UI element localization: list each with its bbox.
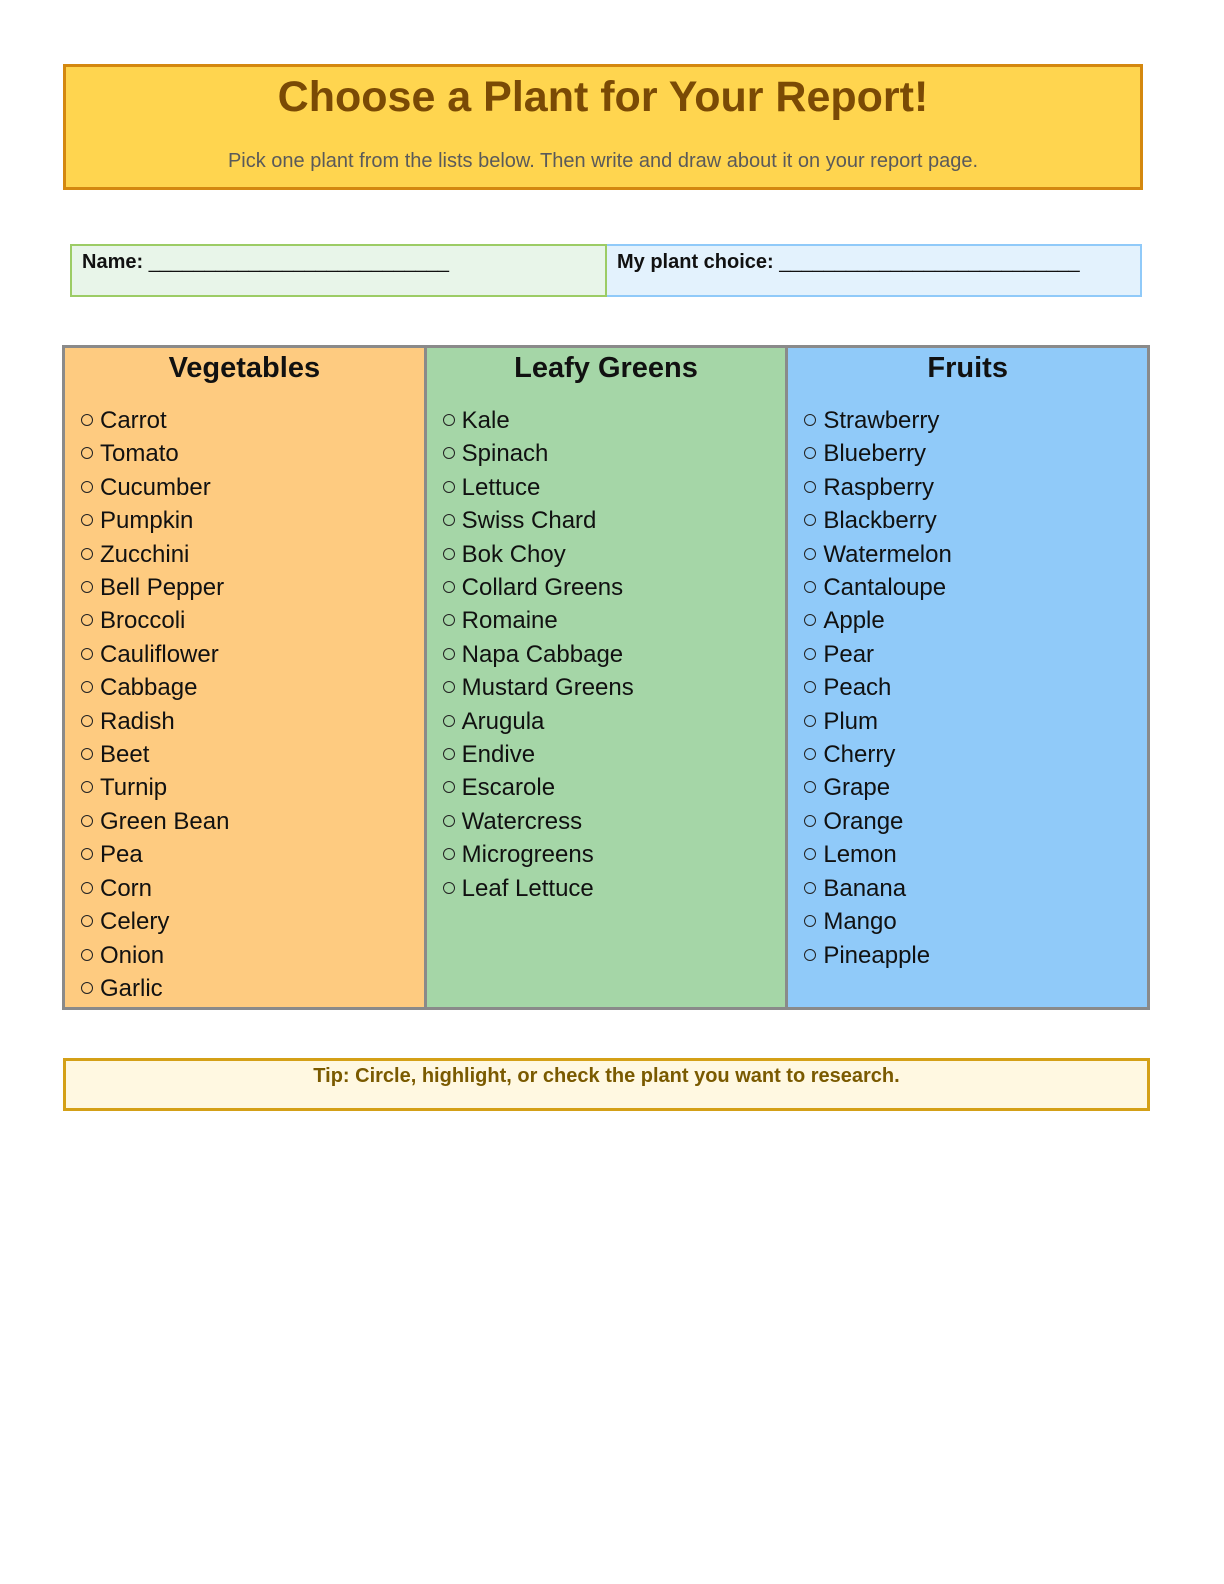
plant-option[interactable] <box>443 538 770 571</box>
plant-option-label: Arugula <box>461 707 545 735</box>
circle-bullet-icon[interactable] <box>804 447 816 459</box>
plant-option[interactable] <box>804 604 1131 637</box>
plant-option-label: Blackberry <box>823 507 937 535</box>
plant-option[interactable] <box>81 972 408 1005</box>
plant-option-label: Green Bean <box>100 807 230 835</box>
plant-option-label: Napa Cabbage <box>461 640 624 668</box>
circle-bullet-icon[interactable] <box>804 715 816 727</box>
plant-option[interactable] <box>81 872 408 905</box>
plant-choice-blank-line[interactable]: ___________________________ <box>779 251 1080 273</box>
plant-option-label: Cucumber <box>100 473 211 501</box>
plant-option[interactable] <box>804 838 1131 871</box>
circle-bullet-icon[interactable] <box>81 915 93 927</box>
circle-bullet-icon[interactable] <box>804 581 816 593</box>
plant-option-label: Celery <box>100 908 170 936</box>
circle-bullet-icon[interactable] <box>443 781 455 793</box>
plant-option-label: Beet <box>100 741 150 769</box>
plant-option-label: Lettuce <box>461 473 541 501</box>
plant-option-label: Endive <box>461 741 536 769</box>
plant-option[interactable] <box>81 738 408 771</box>
fruits-column <box>785 348 1147 1007</box>
plant-option[interactable] <box>81 838 408 871</box>
plant-option-label: Cherry <box>823 741 896 769</box>
circle-bullet-icon[interactable] <box>81 848 93 860</box>
circle-bullet-icon[interactable] <box>804 414 816 426</box>
circle-bullet-icon[interactable] <box>443 815 455 827</box>
plant-option[interactable] <box>443 504 770 537</box>
circle-bullet-icon[interactable] <box>81 982 93 994</box>
circle-bullet-icon[interactable] <box>804 848 816 860</box>
plant-option[interactable] <box>804 638 1131 671</box>
plant-option[interactable] <box>443 805 770 838</box>
plant-option-label: Onion <box>100 941 165 969</box>
plant-option-label: Bell Pepper <box>100 574 225 602</box>
circle-bullet-icon[interactable] <box>81 514 93 526</box>
circle-bullet-icon[interactable] <box>804 815 816 827</box>
plant-option-label: Kale <box>461 407 510 434</box>
plant-option[interactable] <box>804 471 1131 504</box>
circle-bullet-icon[interactable] <box>81 447 93 459</box>
plant-option[interactable] <box>443 604 770 637</box>
circle-bullet-icon[interactable] <box>81 748 93 760</box>
plant-option[interactable] <box>443 705 770 738</box>
plant-option[interactable] <box>443 671 770 704</box>
circle-bullet-icon[interactable] <box>443 414 455 426</box>
plant-option-label: Corn <box>100 874 153 902</box>
circle-bullet-icon[interactable] <box>443 748 455 760</box>
vegetables-heading: Vegetables <box>168 352 321 384</box>
circle-bullet-icon[interactable] <box>804 681 816 693</box>
plant-option-label: Pumpkin <box>100 507 194 535</box>
circle-bullet-icon[interactable] <box>81 882 93 894</box>
circle-bullet-icon[interactable] <box>443 648 455 660</box>
circle-bullet-icon[interactable] <box>81 414 93 426</box>
plant-option-label: Leaf Lettuce <box>461 874 594 902</box>
circle-bullet-icon[interactable] <box>804 781 816 793</box>
circle-bullet-icon[interactable] <box>443 447 455 459</box>
plant-choice-field[interactable] <box>607 244 1142 297</box>
plant-option-label: Blueberry <box>823 440 927 468</box>
circle-bullet-icon[interactable] <box>804 481 816 493</box>
plant-option[interactable] <box>81 571 408 604</box>
plant-option[interactable] <box>81 805 408 838</box>
plant-option[interactable] <box>81 504 408 537</box>
vegetables-column <box>65 348 424 1007</box>
plant-option-label: Mango <box>823 908 897 936</box>
circle-bullet-icon[interactable] <box>804 514 816 526</box>
name-field[interactable] <box>70 244 607 297</box>
plant-option[interactable] <box>443 437 770 470</box>
circle-bullet-icon[interactable] <box>804 548 816 560</box>
plant-option[interactable] <box>804 538 1131 571</box>
circle-bullet-icon[interactable] <box>443 514 455 526</box>
plant-option[interactable] <box>804 872 1131 905</box>
circle-bullet-icon[interactable] <box>443 715 455 727</box>
name-label: Name: <box>82 251 144 273</box>
page-subtitle: Pick one plant from the lists below. Then write and draw about it on your report page. <box>227 150 979 172</box>
plant-option-label: Microgreens <box>461 841 594 869</box>
title-banner <box>63 64 1143 190</box>
plant-option-label: Turnip <box>100 774 168 802</box>
plant-option-label: Broccoli <box>100 607 186 635</box>
plant-option-label: Mustard Greens <box>461 674 634 702</box>
plant-option[interactable] <box>443 571 770 604</box>
name-blank-line[interactable]: ___________________________ <box>148 251 450 273</box>
vegetables-list <box>81 404 408 1005</box>
plant-option-label: Strawberry <box>823 407 940 434</box>
plant-option-label: Collard Greens <box>461 574 624 602</box>
circle-bullet-icon[interactable] <box>443 548 455 560</box>
plant-option[interactable] <box>81 939 408 972</box>
plant-option-label: Tomato <box>100 440 179 468</box>
circle-bullet-icon[interactable] <box>804 882 816 894</box>
plant-option-label: Grape <box>823 774 891 802</box>
plant-option[interactable] <box>443 838 770 871</box>
tip-text: Tip: Circle, highlight, or check the plant you want to research. <box>313 1065 900 1087</box>
plant-option[interactable] <box>81 604 408 637</box>
circle-bullet-icon[interactable] <box>81 681 93 693</box>
plant-option[interactable] <box>81 437 408 470</box>
plant-option[interactable] <box>443 471 770 504</box>
plant-option[interactable] <box>443 738 770 771</box>
circle-bullet-icon[interactable] <box>81 548 93 560</box>
fruits-heading: Fruits <box>927 352 1008 384</box>
plant-option-label: Romaine <box>461 607 558 635</box>
circle-bullet-icon[interactable] <box>81 815 93 827</box>
circle-bullet-icon[interactable] <box>443 882 455 894</box>
plant-option[interactable] <box>804 404 1131 437</box>
plant-option[interactable] <box>804 905 1131 938</box>
plant-option-label: Garlic <box>100 974 163 1002</box>
plant-option-label: Banana <box>823 874 907 902</box>
plant-option-label: Zucchini <box>100 540 190 568</box>
plant-option[interactable] <box>804 705 1131 738</box>
page-title: Choose a Plant for Your Report! <box>277 73 929 121</box>
plant-option[interactable] <box>81 705 408 738</box>
plant-option-label: Plum <box>823 707 879 735</box>
circle-bullet-icon[interactable] <box>443 481 455 493</box>
circle-bullet-icon[interactable] <box>81 715 93 727</box>
plant-option-label: Apple <box>823 607 885 635</box>
plant-option[interactable] <box>443 404 770 437</box>
plant-option-label: Escarole <box>461 774 556 802</box>
plant-option[interactable] <box>804 771 1131 804</box>
plant-option-label: Cantaloupe <box>823 574 947 602</box>
plant-option-label: Pineapple <box>823 941 931 969</box>
circle-bullet-icon[interactable] <box>443 848 455 860</box>
leafy-greens-heading: Leafy Greens <box>514 352 698 384</box>
student-info-fields <box>70 244 1142 297</box>
leafy-greens-list <box>443 404 770 905</box>
plant-option[interactable] <box>804 738 1131 771</box>
plant-option-label: Pear <box>823 640 875 668</box>
plant-option[interactable] <box>804 571 1131 604</box>
circle-bullet-icon[interactable] <box>443 581 455 593</box>
plant-lists <box>62 345 1150 1010</box>
plant-option-label: Peach <box>823 674 892 702</box>
plant-option[interactable] <box>804 437 1131 470</box>
circle-bullet-icon[interactable] <box>804 648 816 660</box>
plant-option[interactable] <box>81 471 408 504</box>
leafy-greens-column <box>424 348 786 1007</box>
plant-choice-label: My plant choice: <box>617 251 774 273</box>
plant-option[interactable] <box>81 771 408 804</box>
plant-option-label: Bok Choy <box>461 540 566 568</box>
plant-option-label: Cabbage <box>100 674 198 702</box>
plant-option-label: Pea <box>100 841 143 869</box>
plant-option-label: Radish <box>100 707 175 735</box>
circle-bullet-icon[interactable] <box>81 614 93 626</box>
circle-bullet-icon[interactable] <box>81 648 93 660</box>
plant-option[interactable] <box>81 404 408 437</box>
plant-option-label: Raspberry <box>823 473 935 501</box>
plant-option[interactable] <box>81 638 408 671</box>
plant-option[interactable] <box>804 805 1131 838</box>
circle-bullet-icon[interactable] <box>81 481 93 493</box>
plant-option[interactable] <box>443 771 770 804</box>
circle-bullet-icon[interactable] <box>81 581 93 593</box>
circle-bullet-icon[interactable] <box>443 681 455 693</box>
circle-bullet-icon[interactable] <box>804 915 816 927</box>
circle-bullet-icon[interactable] <box>81 949 93 961</box>
plant-option[interactable] <box>81 538 408 571</box>
plant-option-label: Carrot <box>100 407 167 434</box>
tip-box <box>63 1058 1150 1111</box>
circle-bullet-icon[interactable] <box>443 614 455 626</box>
plant-option-label: Swiss Chard <box>461 507 597 535</box>
plant-option-label: Watercress <box>461 807 583 835</box>
circle-bullet-icon[interactable] <box>804 748 816 760</box>
plant-option[interactable] <box>804 504 1131 537</box>
plant-option-label: Orange <box>823 807 904 835</box>
fruits-list <box>804 404 1131 972</box>
circle-bullet-icon[interactable] <box>81 781 93 793</box>
plant-option[interactable] <box>443 872 770 905</box>
plant-option-label: Watermelon <box>823 540 952 568</box>
plant-option[interactable] <box>443 638 770 671</box>
plant-option-label: Lemon <box>823 841 897 869</box>
plant-option-label: Cauliflower <box>100 640 219 668</box>
plant-option[interactable] <box>81 905 408 938</box>
circle-bullet-icon[interactable] <box>804 949 816 961</box>
circle-bullet-icon[interactable] <box>804 614 816 626</box>
plant-option[interactable] <box>804 939 1131 972</box>
plant-option[interactable] <box>804 671 1131 704</box>
plant-option-label: Spinach <box>461 440 549 468</box>
plant-option[interactable] <box>81 671 408 704</box>
